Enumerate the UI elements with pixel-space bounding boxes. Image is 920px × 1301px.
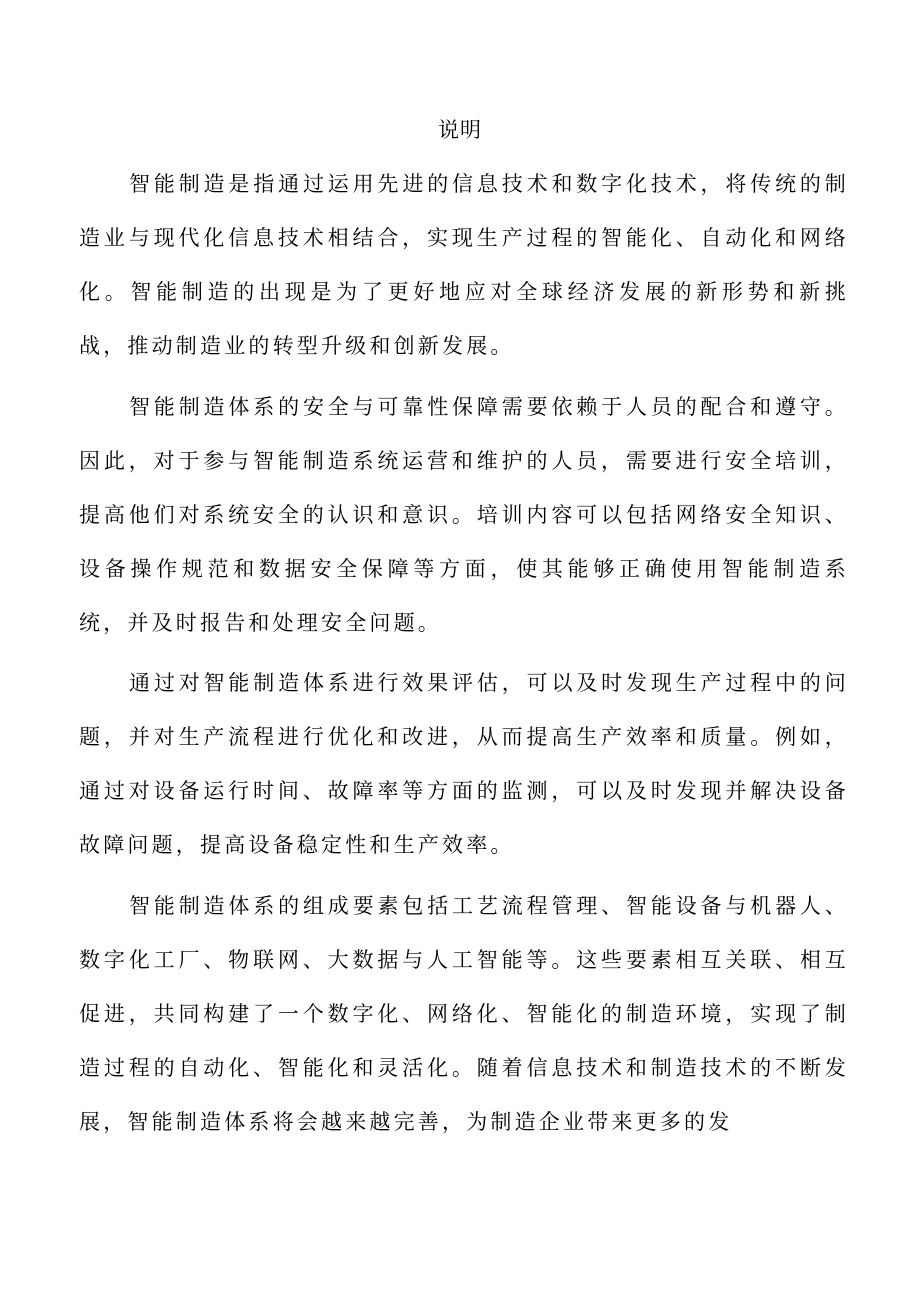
paragraph-3: 通过对智能制造体系进行效果评估，可以及时发现生产过程中的问题，并对生产流程进行优化和改进，从而提高生产效率和质量。例如，通过对设备运行时间、故障率等方面的监测，可以及时发现并解决设备故障问题，提高设备稳定性和生产效率。 (79, 671, 849, 857)
document-title: 说明 (438, 118, 482, 142)
paragraph-4: 智能制造体系的组成要素包括工艺流程管理、智能设备与机器人、数字化工厂、物联网、大数据与人工智能等。这些要素相互关联、相互促进，共同构建了一个数字化、网络化、智能化的制造环境，实现了制造过程的自动化、智能化和灵活化。随着信息技术和制造技术的不断发展，智能制造体系将会越来越完善，为制造企业带来更多的发 (79, 894, 849, 1134)
paragraph-1: 智能制造是指通过运用先进的信息技术和数字化技术，将传统的制造业与现代化信息技术相结合，实现生产过程的智能化、自动化和网络化。智能制造的出现是为了更好地应对全球经济发展的新形势和新挑战，推动制造业的转型升级和创新发展。 (79, 172, 849, 358)
paragraph-2: 智能制造体系的安全与可靠性保障需要依赖于人员的配合和遵守。因此，对于参与智能制造系统运营和维护的人员，需要进行安全培训，提高他们对系统安全的认识和意识。培训内容可以包括网络安全知识、设备操作规范和数据安全保障等方面，使其能够正确使用智能制造系统，并及时报告和处理安全问题。 (79, 395, 849, 635)
